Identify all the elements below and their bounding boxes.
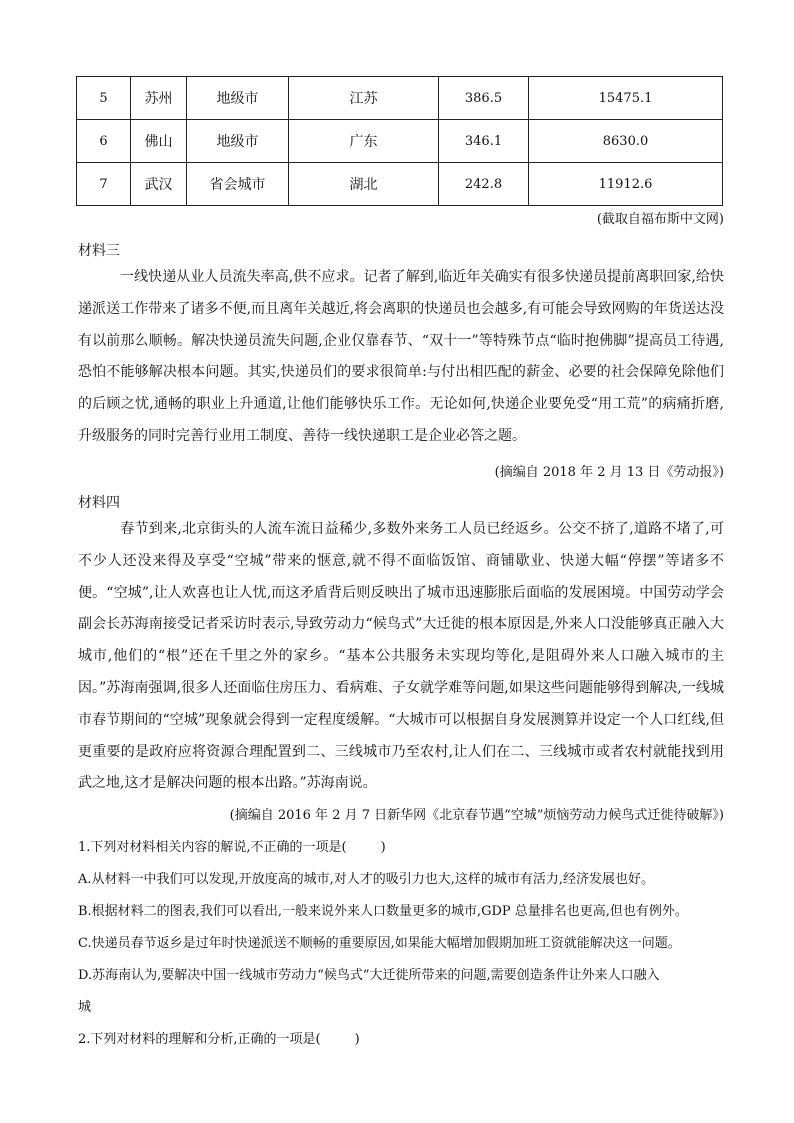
- question-1-option-c: C.快递员春节返乡是过年时快递派送不顺畅的重要原因,如果能大幅增加假期加班工资就能解决这一问题。: [78, 936, 681, 951]
- cell-level: 地级市: [187, 120, 289, 163]
- table-row: [77, 163, 723, 206]
- cell-city: 苏州: [131, 77, 187, 120]
- table-row: [77, 77, 723, 120]
- cell-value-1: 386.5: [439, 77, 529, 120]
- question-1-option-b: B.根据材料二的图表,我们可以看出,一般来说外来人口数量更多的城市,GDP 总量排名也更高,但也有例外。: [78, 904, 688, 919]
- cell-value-1: 242.8: [439, 163, 529, 206]
- material-4-paragraph: [78, 514, 724, 800]
- cell-value-2: 15475.1: [529, 77, 723, 120]
- cell-rank: 6: [77, 120, 131, 163]
- cell-value-2: 8630.0: [529, 120, 723, 163]
- cell-rank: 5: [77, 77, 131, 120]
- cell-value-2: 11912.6: [529, 163, 723, 206]
- material-3-paragraph: [78, 262, 724, 453]
- cell-rank: 7: [77, 163, 131, 206]
- question-1-option-a: A.从材料一中我们可以发现,开放度高的城市,对人才的吸引力也大,这样的城市有活力,经济发展也好。: [78, 872, 655, 887]
- material-3-source: (摘编自 2018 年 2 月 13 日《劳动报》): [494, 465, 724, 480]
- question-2-stem: 2.下列对材料的理解和分析,正确的一项是( ): [78, 1032, 360, 1047]
- material-3-text: 一线快递从业人员流失率高,供不应求。记者了解到,临近年关确实有很多快递员提前离职回家,给快递派送工作带来了诸多不便,而且离年关越近,将会离职的快递员也会越多,有可能会导致网购的年货送达没有以前那么顺畅。解决快递员流失问题,企业仅靠春节、“双十一”等特殊节点“临时抱佛脚”提高员工待遇,恐怕不能够解决根本问题。其实,快递员们的要求很简单:与付出相匹配的薪金、必要的社会保障免除他们的后顾之忧,通畅的职业上升通道,让他们能够快乐工作。无论如何,快递企业要免受“用工荒”的病痛折磨,升级服务的同时完善行业用工制度、善待一线快递职工是企业必答之题。: [78, 269, 724, 444]
- material-4-source: (摘编自 2016 年 2 月 7 日新华网《北京春节遇“空城”烦恼劳动力候鸟式迁徙待破解》): [229, 808, 724, 823]
- city-data-table: [76, 76, 723, 206]
- cell-level: 省会城市: [187, 163, 289, 206]
- table-row: [77, 120, 723, 163]
- cell-province: 广东: [289, 120, 439, 163]
- cell-city: 佛山: [131, 120, 187, 163]
- cell-value-1: 346.1: [439, 120, 529, 163]
- material-3-title: 材料三: [78, 243, 120, 259]
- question-1-option-d-cont: 城: [78, 1000, 92, 1015]
- material-4-text: 春节到来,北京街头的人流车流日益稀少,多数外来务工人员已经返乡。公交不挤了,道路不堵了,可不少人还没来得及享受“空城”带来的惬意,就不得不面临饭馆、商铺歇业、快递大幅“停摆”等诸多不便。“空城”,让人欢喜也让人忧,而这矛盾背后则反映出了城市迅速膨胀后面临的发展困境。中国劳动学会副会长苏海南接受记者采访时表示,导致劳动力“候鸟式”大迁徙的根本原因是,外来人口没能够真正融入大城市,他们的“根”还在千里之外的家乡。“基本公共服务未实现均等化,是阻碍外来人口融入城市的主因。”苏海南强调,很多人还面临住房压力、看病难、子女就学难等问题,如果这些问题能够得到解决,一线城市春节期间的“空城”现象就会得到一定程度缓解。“大城市可以根据自身发展测算并设定一个人口红线,但更重要的是政府应将资源合理配置到二、三线城市乃至农村,让人们在二、三线城市或者农村就能找到用武之地,这才是解决问题的根本出路。”苏海南说。: [78, 521, 724, 792]
- cell-province: 江苏: [289, 77, 439, 120]
- cell-city: 武汉: [131, 163, 187, 206]
- cell-province: 湖北: [289, 163, 439, 206]
- material-4-title: 材料四: [78, 495, 120, 511]
- cell-level: 地级市: [187, 77, 289, 120]
- question-1-stem: 1.下列对材料相关内容的解说,不正确的一项是( ): [78, 840, 386, 855]
- question-1-option-d: D.苏海南认为,要解决中国一线城市劳动力“候鸟式”大迁徙所带来的问题,需要创造条件让外来人口融入: [78, 968, 660, 983]
- table-source: (截取自福布斯中文网): [596, 212, 724, 227]
